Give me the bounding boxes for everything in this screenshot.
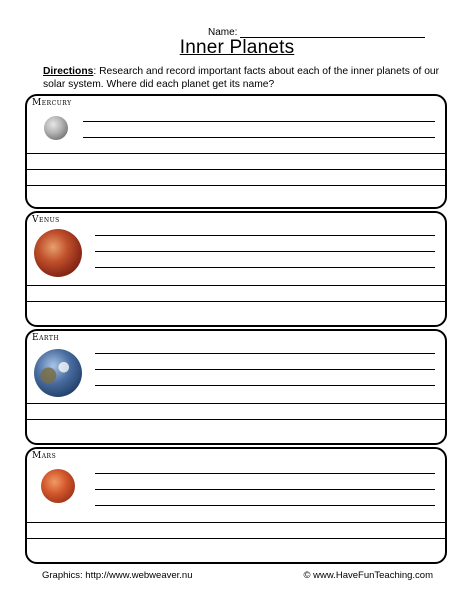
answer-line[interactable] <box>95 489 435 490</box>
earth-image <box>34 349 82 397</box>
answer-line[interactable] <box>27 419 445 420</box>
answer-line[interactable] <box>95 473 435 474</box>
planet-card-venus <box>25 211 447 327</box>
mercury-image <box>44 116 68 140</box>
answer-line[interactable] <box>27 522 445 523</box>
mars-image <box>41 469 75 503</box>
answer-line[interactable] <box>27 285 445 286</box>
answer-line[interactable] <box>95 235 435 236</box>
answer-line[interactable] <box>83 121 435 122</box>
answer-line[interactable] <box>27 153 445 154</box>
answer-line[interactable] <box>27 538 445 539</box>
planet-label: Mercury <box>32 98 72 108</box>
answer-line[interactable] <box>95 505 435 506</box>
answer-line[interactable] <box>95 369 435 370</box>
planet-card-mars <box>25 447 447 564</box>
page-title: Inner Planets <box>179 37 295 58</box>
answer-line[interactable] <box>27 301 445 302</box>
name-label: Name: <box>208 27 238 38</box>
answer-line[interactable] <box>83 137 435 138</box>
planet-card-mercury <box>25 94 447 209</box>
planet-label: Venus <box>32 215 60 225</box>
directions-label: Directions <box>43 66 94 77</box>
answer-line[interactable] <box>27 185 445 186</box>
answer-line[interactable] <box>95 385 435 386</box>
answer-line[interactable] <box>95 251 435 252</box>
copyright: © www.HaveFunTeaching.com <box>303 570 433 581</box>
directions <box>43 66 443 91</box>
venus-image <box>34 229 82 277</box>
answer-line[interactable] <box>27 403 445 404</box>
directions-text: : Research and record important facts about each of the inner planets of our solar system. Where did each planet get its name? <box>43 66 440 90</box>
planet-label: Earth <box>32 333 60 343</box>
planet-card-earth <box>25 329 447 445</box>
answer-line[interactable] <box>95 267 435 268</box>
graphics-credit: Graphics: http://www.webweaver.nu <box>42 570 193 581</box>
answer-line[interactable] <box>95 353 435 354</box>
planet-label: Mars <box>32 451 57 461</box>
answer-line[interactable] <box>27 169 445 170</box>
